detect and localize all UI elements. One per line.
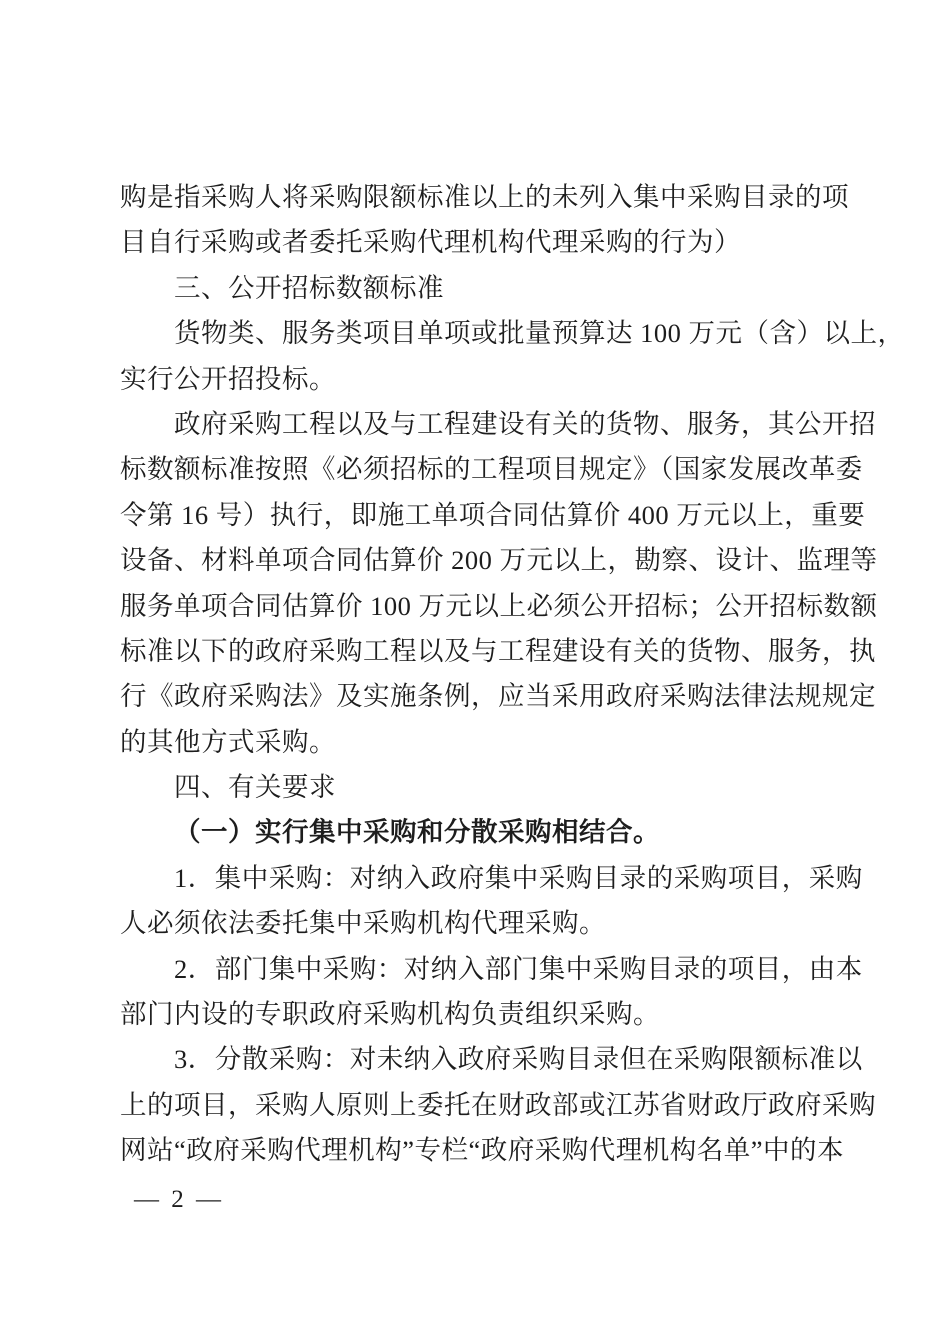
- text-line: 标准以下的政府采购工程以及与工程建设有关的货物、服务，执: [120, 635, 876, 666]
- text-line: 的其他方式采购。: [120, 726, 336, 757]
- text-line: 上的项目，采购人原则上委托在财政部或江苏省财政厅政府采购: [120, 1089, 876, 1120]
- section-heading-3: 三、公开招标数额标准: [174, 272, 444, 303]
- text-line: 网站“政府采购代理机构”专栏“政府采购代理机构名单”中的本: [120, 1135, 845, 1166]
- numbered-item-3: 3．分散采购：对未纳入政府采购目录但在采购限额标准以: [174, 1044, 863, 1075]
- text-line: 实行公开招投标。: [120, 363, 336, 394]
- text-line: 设备、材料单项合同估算价 200 万元以上，勘察、设计、监理等: [120, 545, 878, 576]
- text-line: 服务单项合同估算价 100 万元以上必须公开招标；公开招标数额: [120, 590, 878, 621]
- document-body: [120, 175, 905, 1174]
- text-line: 部门内设的专职政府采购机构负责组织采购。: [120, 999, 660, 1030]
- text-line: 政府采购工程以及与工程建设有关的货物、服务，其公开招: [174, 408, 876, 439]
- text-line: 人必须依法委托集中采购机构代理采购。: [120, 908, 606, 939]
- page-number: — 2 —: [134, 1186, 224, 1213]
- text-line: 货物类、服务类项目单项或批量预算达 100 万元（含）以上，: [174, 318, 905, 349]
- section-heading-4: 四、有关要求: [174, 772, 336, 803]
- numbered-item-1: 1．集中采购：对纳入政府集中采购目录的采购项目，采购: [174, 862, 863, 893]
- text-line: 目自行采购或者委托采购代理机构代理采购的行为）: [120, 227, 741, 258]
- text-line: 购是指采购人将采购限额标准以上的未列入集中采购目录的项: [120, 182, 849, 212]
- text-line: 令第 16 号）执行，即施工单项合同估算价 400 万元以上，重要: [120, 499, 866, 530]
- subsection-heading-1: （一）实行集中采购和分散采购相结合。: [174, 817, 660, 848]
- numbered-item-2: 2．部门集中采购：对纳入部门集中采购目录的项目，由本: [174, 953, 863, 984]
- text-line: 行《政府采购法》及实施条例，应当采用政府采购法律法规规定: [120, 681, 876, 712]
- text-line: 标数额标准按照《必须招标的工程项目规定》（国家发展改革委: [120, 454, 863, 485]
